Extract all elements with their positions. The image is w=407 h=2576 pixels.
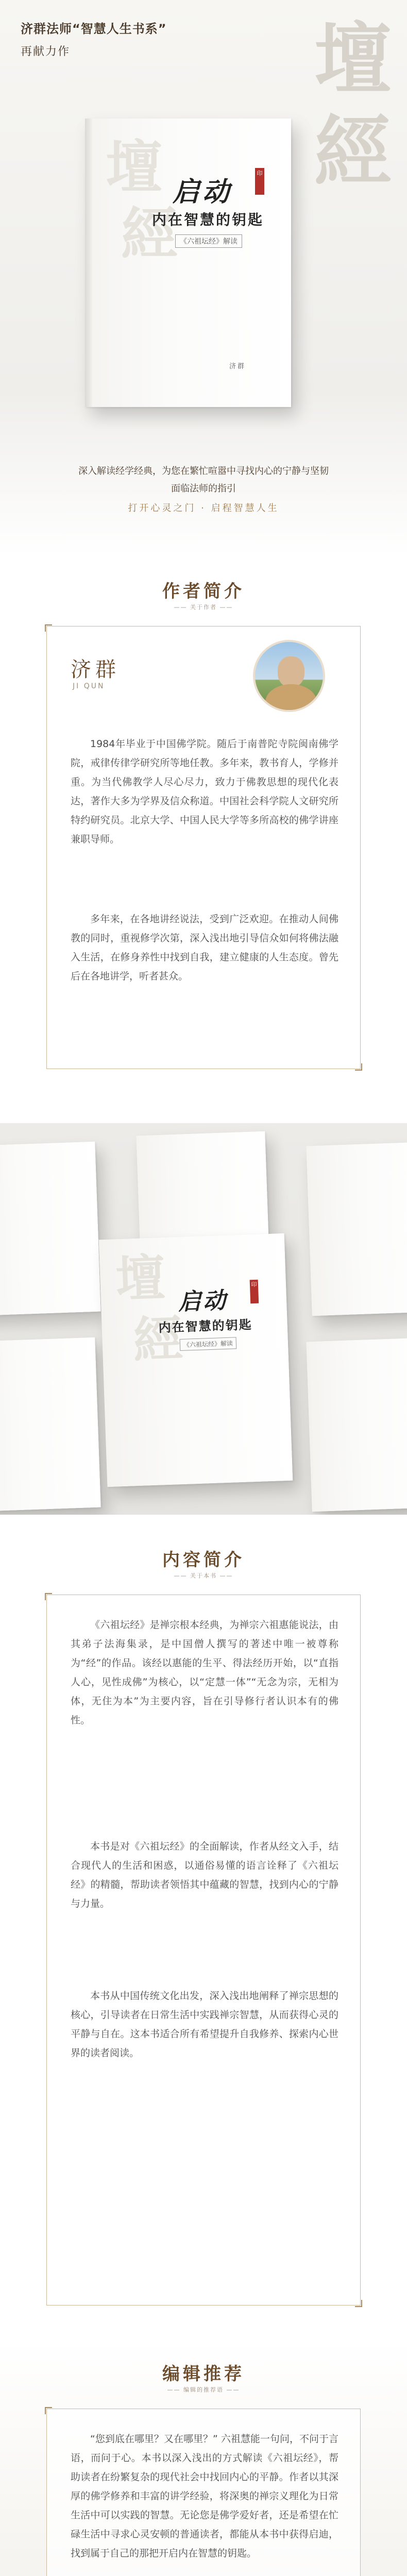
cover-title-main: 启动 (173, 176, 233, 208)
content-section-sub: —— 关于本书 —— (174, 1572, 233, 1579)
author-photo (253, 640, 325, 712)
display-title-sub: 内在智慧的钥匙 (158, 1317, 253, 1335)
intro-line-2: 面临法师的指引 (171, 483, 236, 494)
intro-line-1: 深入解读经学经典，为您在繁忙喧嚣中寻找内心的宁静与坚韧 (78, 466, 329, 477)
hero-intro (0, 464, 407, 514)
author-paragraph: 1984年毕业于中国佛学院。随后于南普陀寺院闽南佛学院，戒律传律学研究所等地任教。多年来，教书育人，学修并重。为当代佛教学人尽心尽力，致力于佛教思想的现代化表达，著作大多为学界及信众称道。中国社会科学院人文研究所特约研究员。北京大学、中国人民大学等多所高校的佛学讲座兼职导师。 (71, 738, 338, 845)
bg-char-2: 經 (314, 107, 392, 197)
cover-char-1: 壇 (106, 134, 162, 200)
recommend-paragraph: “您到底在哪里？又在哪里？” 六祖慧能一句问，不问于言语，而问于心。本书以深入浅出的方式解读《六祖坛经》，帮助读者在纷繁复杂的现代社会中找回内心的平静。作者以其深厚的佛学修养和丰富的讲学经验，将深奥的禅宗义理化为日常生活中可以实践的智慧。无论您是佛学爱好者，还是希望在忙碌生活中寻求心灵安顿的普通读者，都能从本书中获得启迪，找到属于自己的那把开启内在智慧的钥匙。 (71, 2433, 338, 2559)
content-paragraph: 本书从中国传统文化出发，深入浅出地阐释了禅宗思想的核心，引导读者在日常生活中实践禅宗智慧，从而获得心灵的平静与自在。这本书适合所有希望提升自我修养、探索内心世界的读者阅读。 (71, 1990, 338, 2059)
content-section-title: 内容简介 (162, 1550, 245, 1570)
frame-corner (45, 2407, 52, 2414)
frame-corner (355, 2300, 362, 2307)
cover-series-note: 《六祖坛经》解读 (175, 234, 242, 248)
recommend-frame (46, 2409, 361, 2576)
hero-section (0, 0, 407, 556)
frame-corner (45, 1593, 52, 1600)
cover-char-2: 經 (121, 201, 178, 267)
display-book (306, 1142, 407, 1316)
display-book (0, 1337, 101, 1512)
author-paragraph: 多年来，在各地讲经说法，受到广泛欢迎。在推动人间佛教的同时，重视修学次第，深入浅出地引导信众如何将佛法融入生活，在修身养性中找到自我，建立健康的人生态度。曾先后在各地讲学，听者甚众。 (71, 913, 338, 982)
cover-title-sub: 内在智慧的钥匙 (152, 211, 264, 228)
hero-heading (21, 19, 167, 59)
frame-corner (45, 624, 52, 632)
frame-corner (355, 1063, 362, 1071)
author-section-sub: —— 关于作者 —— (174, 604, 233, 611)
display-series-note: 《六祖坛经》解读 (180, 1337, 237, 1351)
author-name: 济群 (71, 658, 120, 682)
author-name-pinyin: JI QUN (73, 682, 105, 690)
display-char-2: 經 (132, 1309, 184, 1370)
cover-author: 济群 (229, 363, 246, 370)
content-paragraph: 《六祖坛经》是禅宗根本经典，为禅宗六祖惠能说法，由其弟子法海集录，是中国僧人撰写的著述中唯一被尊称为“经”的作品。该经以惠能的生平、得法经历开始，以“直指人心，见性成佛”为核心，以“定慧一体”“无念为宗，无相为体，无住为本”为主要内容，旨在引导修行者认识本有的佛性。 (71, 1619, 338, 1726)
cover-stamp: 印 (255, 168, 264, 195)
series-subtitle: 再献力作 (21, 45, 71, 58)
slogan: 打开心灵之门 · 启程智慧人生 (128, 503, 279, 514)
recommend-section-sub: —— 编辑的推荐语 —— (167, 2386, 240, 2393)
content-frame (46, 1595, 361, 2306)
avatar-robe (265, 684, 317, 712)
display-book-main (99, 1233, 293, 1487)
display-book (306, 1337, 407, 1512)
avatar (278, 656, 304, 687)
bg-char-1: 壇 (314, 14, 392, 105)
books-display (0, 1123, 407, 1515)
book-spine-shadow (85, 118, 92, 407)
author-frame (46, 626, 361, 1069)
display-char-1: 壇 (114, 1248, 166, 1309)
book-cover (85, 118, 291, 407)
display-title-main: 启动 (178, 1287, 228, 1316)
display-stamp: 印 (250, 1280, 259, 1304)
recommend-section-title: 编辑推荐 (162, 2364, 245, 2384)
author-section-title: 作者简介 (162, 581, 245, 602)
series-line: 济群法师“智慧人生书系” (21, 22, 167, 36)
display-book (0, 1142, 101, 1316)
content-paragraph: 本书是对《六祖坛经》的全面解读，作者从经文入手，结合现代人的生活和困惑，以通俗易懂的语言诠释了《六祖坛经》的精髓，帮助读者领悟其中蕴藏的智慧，找到内心的宁静与力量。 (71, 1841, 338, 1909)
